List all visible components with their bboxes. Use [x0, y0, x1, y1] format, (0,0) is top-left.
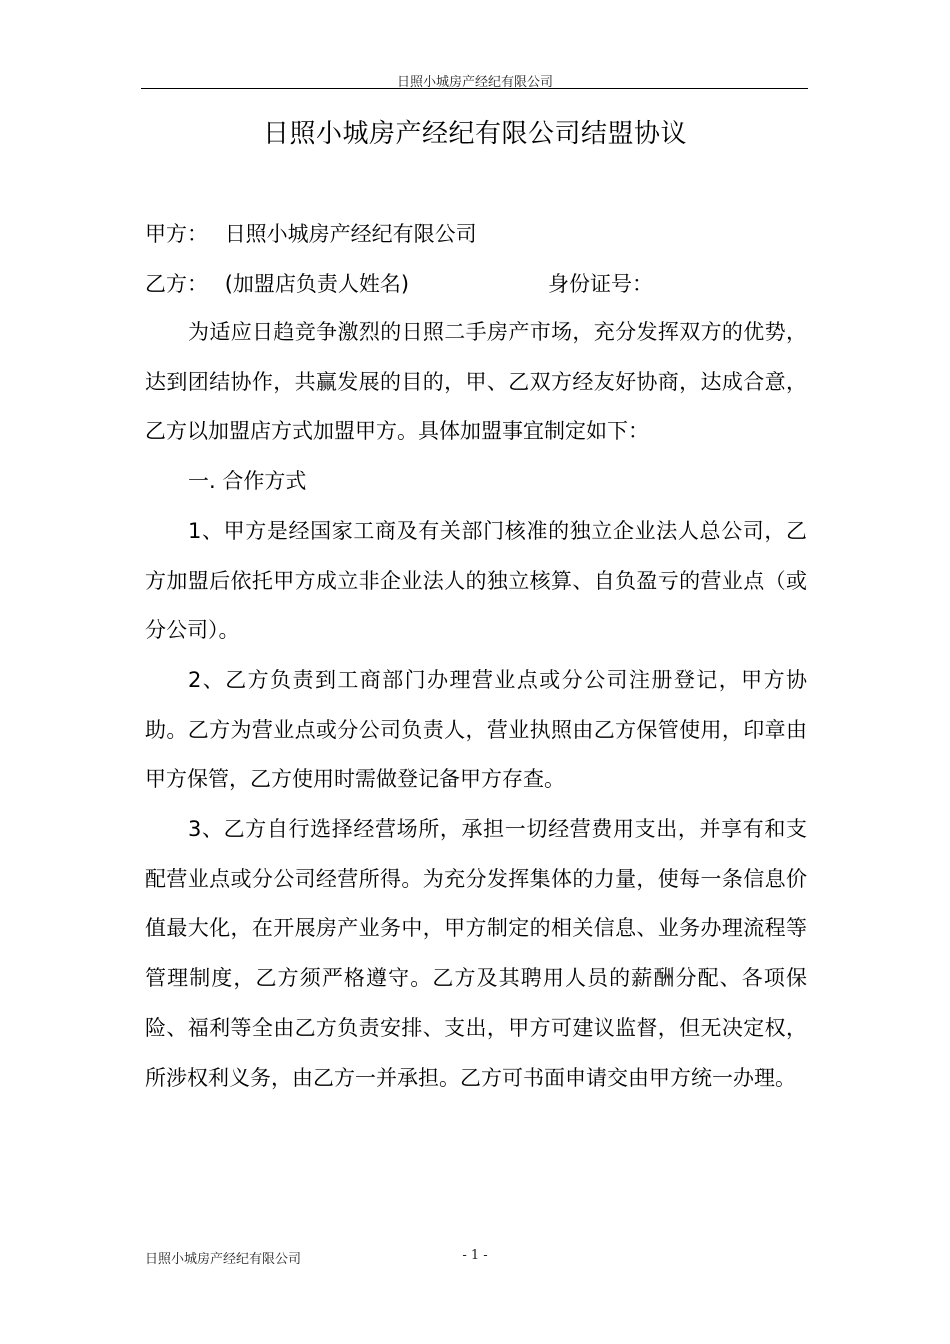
clause-1: 1、甲方是经国家工商及有关部门核准的独立企业法人总公司，乙方加盟后依托甲方成立非企业法人的独立核算、自负盈亏的营业点（或分公司）。	[145, 518, 807, 643]
party-a-label: 甲方：	[145, 222, 208, 246]
clause-3: 3、乙方自行选择经营场所，承担一切经营费用支出，并享有和支配营业点或分公司经营所得。为充分发挥集体的力量，使每一条信息价值最大化，在开展房产业务中，甲方制定的相关信息、业务办理流程等管理制度，乙方须严格遵守。乙方及其聘用人员的薪酬分配、各项保险、福利等全由乙方负责安排、支出，甲方可建议监督，但无决定权，所涉权利义务，由乙方一并承担。乙方可书面申请交由甲方统一办理。	[145, 817, 807, 1090]
party-b-label: 乙方：	[145, 272, 208, 296]
party-a-value: 日照小城房产经纪有限公司	[224, 222, 477, 246]
id-number-label: 身份证号：	[548, 272, 653, 296]
agreement-body	[145, 308, 807, 1103]
party-b-value: (加盟店负责人姓名)	[224, 272, 410, 296]
clause-2: 2、乙方负责到工商部门办理营业点或分公司注册登记，甲方协助。乙方为营业点或分公司负责人，营业执照由乙方保管使用，印章由甲方保管，乙方使用时需做登记备甲方存查。	[145, 667, 807, 792]
footer-company-name: 日照小城房产经纪有限公司	[145, 1252, 302, 1267]
section-heading: 一. 合作方式	[188, 469, 307, 494]
party-b-line	[145, 268, 409, 298]
header-company-name: 日照小城房产经纪有限公司	[396, 75, 553, 90]
party-a-line	[145, 218, 477, 248]
header-divider	[141, 88, 808, 89]
page-number: - 1 -	[462, 1248, 488, 1263]
document-title: 日照小城房产经纪有限公司结盟协议	[262, 119, 687, 149]
intro-paragraph: 为适应日趋竞争激烈的日照二手房产市场，充分发挥双方的优势，达到团结协作，共赢发展的目的，甲、乙双方经友好协商，达成合意，乙方以加盟店方式加盟甲方。具体加盟事宜制定如下：	[145, 320, 807, 444]
